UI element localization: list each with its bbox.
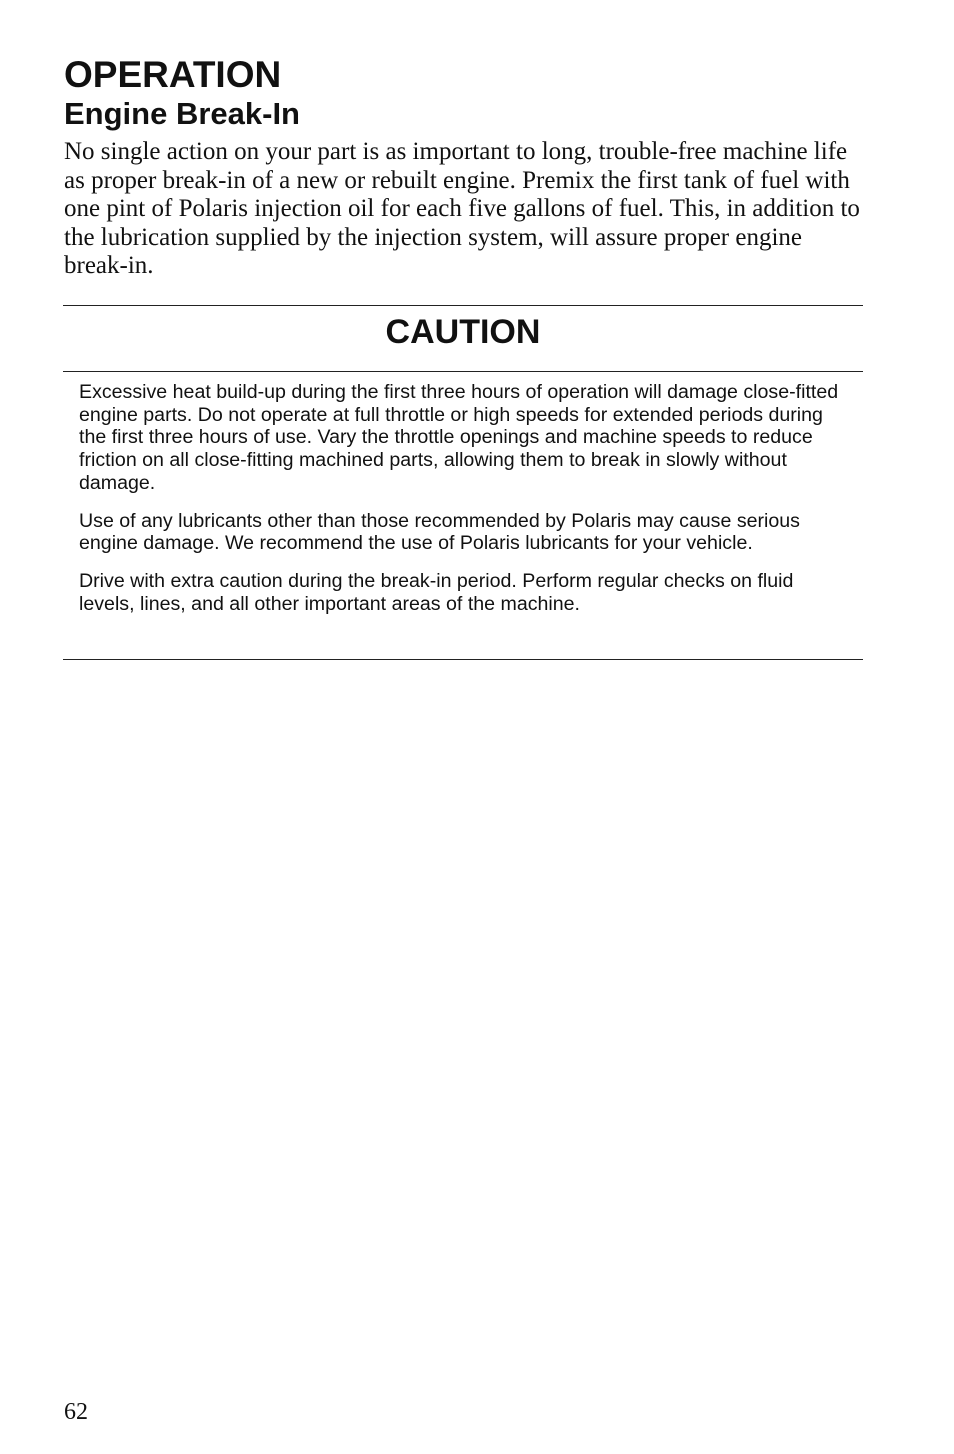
caution-bottom-rule	[63, 659, 863, 660]
intro-paragraph: No single action on your part is as important to long, trouble-free machine life as proper break-in of a new or rebuilt engine. Premix the first tank of fuel with one pint of Polaris injection oil for each five gallons of fuel. This, in addition to the lubrication supplied by the injection system, will assure proper engine break-in.	[64, 138, 860, 279]
caution-heading-rule	[63, 371, 863, 372]
caution-paragraph-drive: Drive with extra caution during the break-in period. Perform regular checks on fluid levels, lines, and all other important areas of the machine.	[79, 569, 794, 615]
page-number: 62	[64, 1399, 88, 1425]
caution-heading: CAUTION	[385, 313, 541, 351]
caution-paragraph-lubricants: Use of any lubricants other than those recommended by Polaris may cause serious engine damage. We recommend the use of Polaris lubricants for your vehicle.	[79, 509, 800, 555]
chapter-title: OPERATION	[64, 54, 282, 95]
caution-paragraph-heat: Excessive heat build-up during the first three hours of operation will damage close-fitted engine parts. Do not operate at full throttle or high speeds for extended periods during the first three hours of use. Vary the throttle openings and machine speeds to reduce friction on all close-fitting machined parts, allowing them to break in slowly without damage.	[79, 381, 839, 494]
section-title: Engine Break-In	[64, 96, 300, 131]
caution-top-rule	[63, 305, 863, 306]
caution-box	[79, 381, 854, 630]
